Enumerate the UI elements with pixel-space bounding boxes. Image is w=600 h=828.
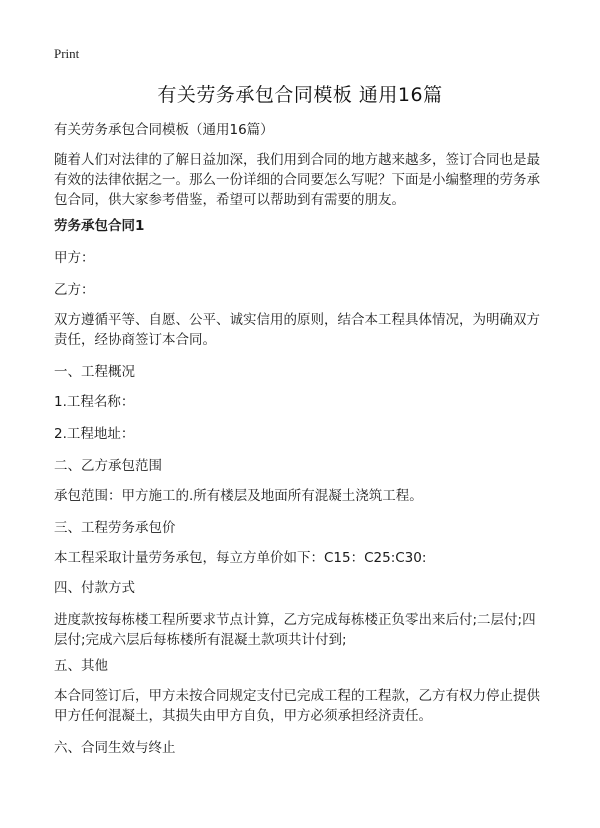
item-project-name: 1.工程名称： <box>54 394 135 410</box>
section-5-title: 五、其他 <box>54 658 108 674</box>
preamble-paragraph: 双方遵循平等、自愿、公平、诚实信用的原则，结合本工程具体情况，为明确双方责任，经协商签订本合同。 <box>54 312 540 348</box>
section-5-body: 本合同签订后，甲方未按合同规定支付已完成工程的工程款，乙方有权力停止提供甲方任何混凝土，其损失由甲方自负，甲方必须承担经济责任。 <box>54 688 540 724</box>
section-4-title: 四、付款方式 <box>54 580 135 596</box>
document-title: 有关劳务承包合同模板 通用16篇 <box>157 84 443 106</box>
section-6-title: 六、合同生效与终止 <box>54 740 176 756</box>
intro-paragraph: 随着人们对法律的了解日益加深，我们用到合同的地方越来越多，签订合同也是最有效的法律依据之一。那么一份详细的合同要怎么写呢？下面是小编整理的劳务承包合同，供大家参考借鉴，希望可以帮助到有需要的朋友。 <box>54 152 540 208</box>
contract-heading: 劳务承包合同1 <box>54 218 145 234</box>
party-b-line: 乙方： <box>54 282 95 298</box>
section-3-body: 本工程采取计量劳务承包，每立方单价如下：C15：C25:C30: <box>54 550 427 566</box>
print-link[interactable]: Print <box>54 46 80 61</box>
section-2-body: 承包范围：甲方施工的.所有楼层及地面所有混凝土浇筑工程。 <box>54 488 423 504</box>
section-1-title: 一、工程概况 <box>54 364 135 380</box>
section-4-body: 进度款按每栋楼工程所要求节点计算，乙方完成每栋楼正负零出来后付;二层付;四层付;完成六层后每栋楼所有混凝土款项共计付到; <box>54 612 536 648</box>
section-3-title: 三、工程劳务承包价 <box>54 520 176 536</box>
party-a-line: 甲方： <box>54 250 95 266</box>
document-subtitle: 有关劳务承包合同模板（通用16篇） <box>54 122 274 138</box>
item-project-address: 2.工程地址： <box>54 426 135 442</box>
section-2-title: 二、乙方承包范围 <box>54 458 162 474</box>
